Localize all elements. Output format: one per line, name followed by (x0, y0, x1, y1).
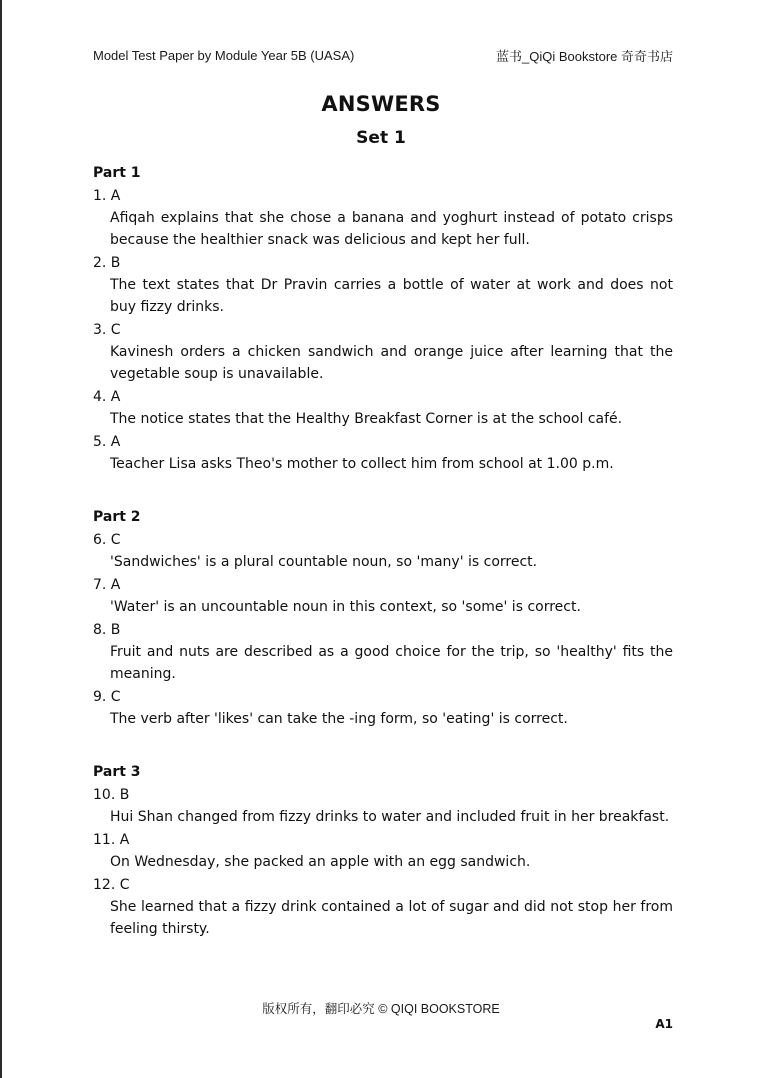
answer-item (93, 386, 673, 430)
answer-key: 2. B (93, 255, 121, 271)
section-spacer (93, 475, 673, 506)
answer-item (93, 529, 673, 573)
copyright-footer: 版权所有，翻印必究 © QIQI BOOKSTORE (262, 1002, 500, 1016)
part-1-section (93, 162, 673, 475)
answer-explanation: Kavinesh orders a chicken sandwich and orange juice after learning that the vegetable soup is unavailable. (110, 344, 673, 382)
answer-key: 6. C (93, 532, 121, 548)
answer-item (93, 431, 673, 475)
answer-key: 10. B (93, 787, 130, 803)
part-heading: Part 1 (93, 165, 141, 181)
answer-explanation: Hui Shan changed from fizzy drinks to water and included fruit in her breakfast. (110, 809, 670, 825)
answer-explanation: Fruit and nuts are described as a good choice for the trip, so 'healthy' fits the meaning. (110, 644, 673, 682)
answer-item (93, 185, 673, 251)
page-header (93, 45, 673, 65)
page-title: ANSWERS (321, 92, 441, 116)
answer-explanation: 'Water' is an uncountable noun in this context, so 'some' is correct. (110, 599, 581, 615)
answer-key: 12. C (93, 877, 130, 893)
page-number: A1 (655, 1017, 673, 1031)
answer-key: 7. A (93, 577, 121, 593)
answer-item (93, 686, 673, 730)
header-publisher: 蓝书_QiQi Bookstore 奇奇书店 (496, 48, 673, 64)
part-heading: Part 3 (93, 764, 141, 780)
answer-item (93, 574, 673, 618)
part-heading: Part 2 (93, 509, 141, 525)
answer-key: 8. B (93, 622, 121, 638)
answer-key: 11. A (93, 832, 130, 848)
part-2-section (93, 506, 673, 730)
answer-item (93, 252, 673, 318)
answer-explanation: Teacher Lisa asks Theo's mother to collect him from school at 1.00 p.m. (110, 456, 614, 472)
page-edge (0, 0, 2, 1078)
answer-explanation: The text states that Dr Pravin carries a bottle of water at work and does not buy fizzy drinks. (110, 277, 673, 315)
answer-key: 3. C (93, 322, 121, 338)
answer-item (93, 829, 673, 873)
answer-key: 1. A (93, 188, 121, 204)
answer-explanation: The notice states that the Healthy Breakfast Corner is at the school café. (110, 411, 623, 427)
answer-explanation: 'Sandwiches' is a plural countable noun, so 'many' is correct. (110, 554, 538, 570)
answer-explanation: On Wednesday, she packed an apple with an egg sandwich. (110, 854, 531, 870)
header-book-title: Model Test Paper by Module Year 5B (UASA) (93, 47, 355, 63)
answer-key: 5. A (93, 434, 121, 450)
section-spacer (93, 730, 673, 761)
answer-item (93, 784, 673, 828)
answer-item (93, 319, 673, 385)
set-title: Set 1 (356, 128, 406, 148)
answer-key: 4. A (93, 389, 121, 405)
answer-explanation: Afiqah explains that she chose a banana and yoghurt instead of potato crisps because the healthier snack was delicious and kept her full. (110, 210, 673, 248)
answer-key: 9. C (93, 689, 121, 705)
answer-explanation: She learned that a fizzy drink contained a lot of sugar and did not stop her from feeling thirsty. (110, 899, 673, 937)
answer-explanation: The verb after 'likes' can take the -ing form, so 'eating' is correct. (110, 711, 568, 727)
answer-item (93, 874, 673, 940)
part-3-section (93, 761, 673, 940)
answers-content (93, 162, 673, 940)
answer-item (93, 619, 673, 685)
